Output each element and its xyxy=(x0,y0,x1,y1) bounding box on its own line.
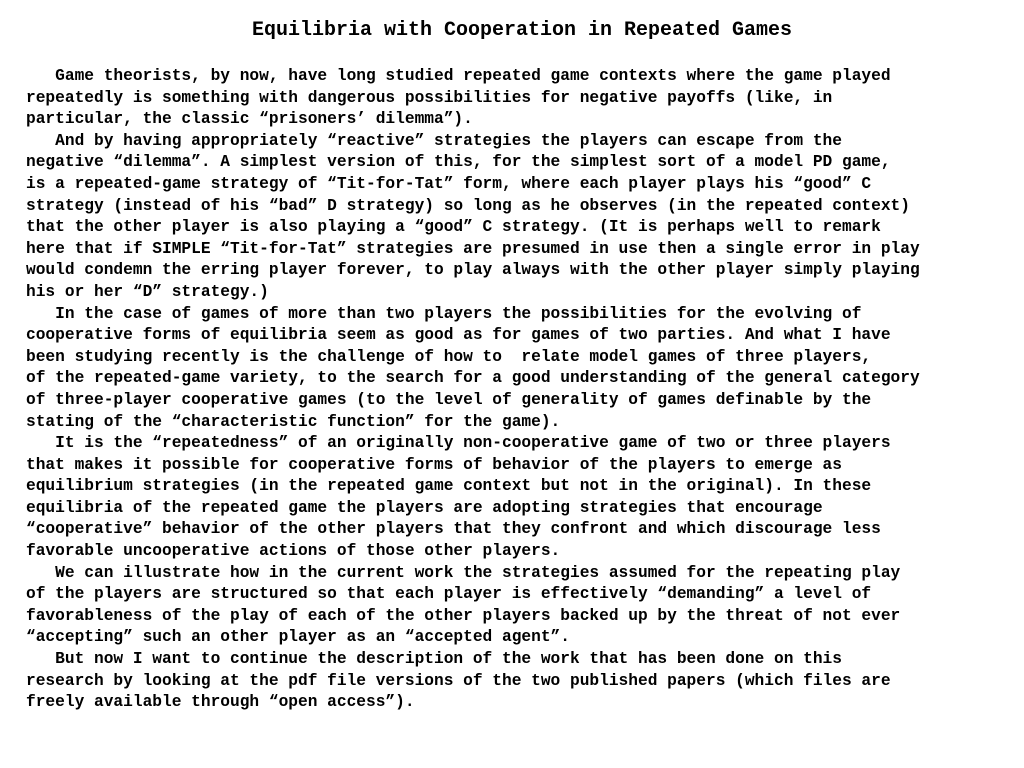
document-body xyxy=(26,66,1024,714)
text-line: of the repeated-game variety, to the search for a good understanding of the general category xyxy=(26,369,920,388)
text-line: freely available through “open access”). xyxy=(26,693,415,712)
text-line: cooperative forms of equilibria seem as good as for games of two parties. And what I have xyxy=(26,326,891,345)
text-line: equilibrium strategies (in the repeated game context but not in the original). In these xyxy=(26,477,872,496)
text-line: particular, the classic “prisoners’ dilemma”). xyxy=(26,110,473,129)
text-line: research by looking at the pdf file versions of the two published papers (which files are xyxy=(26,671,891,690)
text-line: equilibria of the repeated game the players are adopting strategies that encourage xyxy=(26,498,823,517)
text-line: stating of the “characteristic function” for the game). xyxy=(26,412,561,431)
text-line: favorable uncooperative actions of those other players. xyxy=(26,542,561,561)
text-line: that makes it possible for cooperative forms of behavior of the players to emerge as xyxy=(26,455,842,474)
text-line: here that if SIMPLE “Tit-for-Tat” strategies are presumed in use then a single error in play xyxy=(26,239,920,258)
text-line: of the players are structured so that each player is effectively “demanding” a level of xyxy=(26,585,872,604)
text-line: “cooperative” behavior of the other players that they confront and which discourage less xyxy=(26,520,881,539)
text-line: favorableness of the play of each of the other players backed up by the threat of not ever xyxy=(26,606,901,625)
text-line: And by having appropriately “reactive” strategies the players can escape from the xyxy=(26,131,842,150)
text-line: It is the “repeatedness” of an originally non-cooperative game of two or three players xyxy=(26,434,891,453)
text-line: repeatedly is something with dangerous possibilities for negative payoffs (like, in xyxy=(26,88,833,107)
text-line: Game theorists, by now, have long studied repeated game contexts where the game played xyxy=(26,67,891,85)
text-line: negative “dilemma”. A simplest version of this, for the simplest sort of a model PD game, xyxy=(26,153,891,172)
text-line: strategy (instead of his “bad” D strategy) so long as he observes (in the repeated context) xyxy=(26,196,910,215)
text-line: is a repeated-game strategy of “Tit-for-Tat” form, where each player plays his “good” C xyxy=(26,174,872,193)
text-line: of three-player cooperative games (to the level of generality of games definable by the xyxy=(26,390,872,409)
text-line: We can illustrate how in the current work the strategies assumed for the repeating play xyxy=(26,563,901,582)
text-line: been studying recently is the challenge of how to relate model games of three players, xyxy=(26,347,872,366)
text-line: In the case of games of more than two players the possibilities for the evolving of xyxy=(26,304,862,323)
text-line: that the other player is also playing a “good” C strategy. (It is perhaps well to remark xyxy=(26,218,881,237)
text-line: would condemn the erring player forever, to play always with the other player simply playing xyxy=(26,261,920,280)
document-title: Equilibria with Cooperation in Repeated Games xyxy=(251,19,793,42)
text-line: But now I want to continue the description of the work that has been done on this xyxy=(26,650,842,669)
text-line: his or her “D” strategy.) xyxy=(26,282,269,301)
text-line: “accepting” such an other player as an “accepted agent”. xyxy=(26,628,570,647)
